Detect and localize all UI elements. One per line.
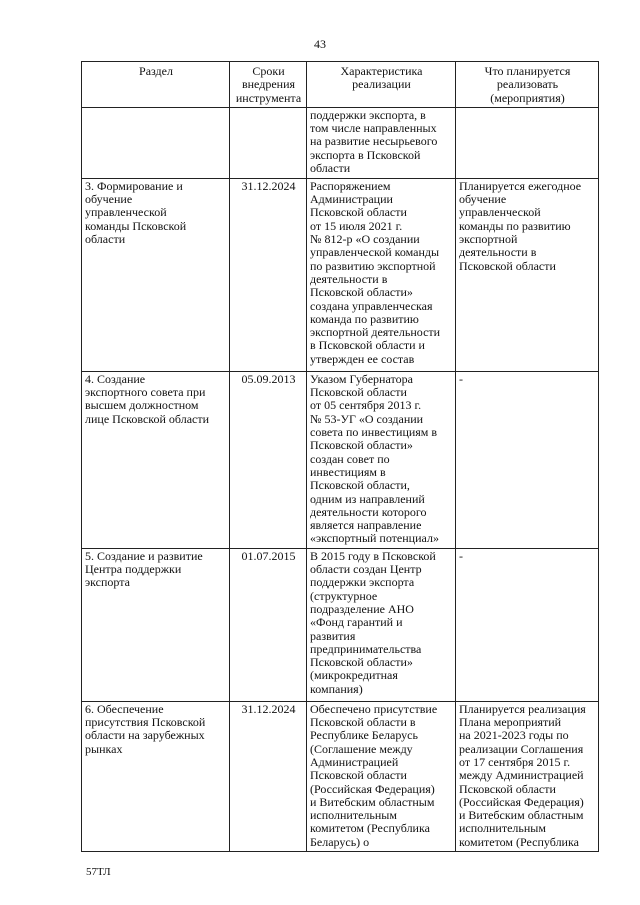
plan-cell: - — [456, 548, 599, 701]
plan-cell: - — [456, 371, 599, 548]
characteristic-cell: Указом Губернатора Псковской области от 05 сентября 2013 г. № 53-УГ «О создании совета по инвестициям в Псковской области» создан совет по инвестициям в Псковской области, одним из направлений деятельности которого является направление «экспортный потенциал» — [307, 371, 456, 548]
date-cell — [230, 107, 307, 178]
date-cell: 31.12.2024 — [230, 178, 307, 371]
section-cell — [82, 107, 230, 178]
characteristic-cell: поддержки экспорта, в том числе направленных на развитие несырьевого экспорта в Псковской области — [307, 107, 456, 178]
header-section: Раздел — [82, 62, 230, 108]
header-characteristic: Характеристика реализации — [307, 62, 456, 108]
table-row — [82, 548, 599, 701]
section-cell: 6. Обеспечение присутствия Псковской области на зарубежных рынках — [82, 701, 230, 851]
table-row — [82, 107, 599, 178]
header-plan: Что планируется реализовать (мероприятия) — [456, 62, 599, 108]
table-row — [82, 701, 599, 851]
section-cell: 5. Создание и развитие Центра поддержки экспорта — [82, 548, 230, 701]
table-header-row — [82, 62, 599, 108]
header-dates: Сроки внедрения инструмента — [230, 62, 307, 108]
plan-cell: Планируется ежегодное обучение управленческой команды по развитию экспортной деятельности в Псковской области — [456, 178, 599, 371]
characteristic-cell: Обеспечено присутствие Псковской области в Республике Беларусь (Соглашение между Администрацией Псковской области (Российская Федерация) и Витебским областным исполнительным комитетом (Республика Беларусь) о — [307, 701, 456, 851]
characteristic-cell: Распоряжением Администрации Псковской области от 15 июля 2021 г. № 812-р «О создании управленческой команды по развитию экспортной деятельности в Псковской области» создана управленческая команда по развитию экспортной деятельности в Псковской области и утвержден ее состав — [307, 178, 456, 371]
measures-table — [81, 61, 599, 852]
plan-cell: Планируется реализация Плана мероприятий на 2021-2023 годы по реализации Соглашения от 17 сентября 2015 г. между Администрацией Псковской области (Российская Федерация) и Витебским областным исполнительным комитетом (Республика — [456, 701, 599, 851]
plan-cell — [456, 107, 599, 178]
date-cell: 05.09.2013 — [230, 371, 307, 548]
table-row — [82, 178, 599, 371]
date-cell: 01.07.2015 — [230, 548, 307, 701]
table-row — [82, 371, 599, 548]
page-number: 43 — [314, 37, 326, 51]
characteristic-cell: В 2015 году в Псковской области создан Центр поддержки экспорта (структурное подразделение АНО «Фонд гарантий и развития предпринимательства Псковской области» (микрокредитная компания) — [307, 548, 456, 701]
section-cell: 4. Создание экспортного совета при высшем должностном лице Псковской области — [82, 371, 230, 548]
section-cell: 3. Формирование и обучение управленческой команды Псковской области — [82, 178, 230, 371]
footer-code: 57ТЛ — [86, 866, 111, 878]
date-cell: 31.12.2024 — [230, 701, 307, 851]
